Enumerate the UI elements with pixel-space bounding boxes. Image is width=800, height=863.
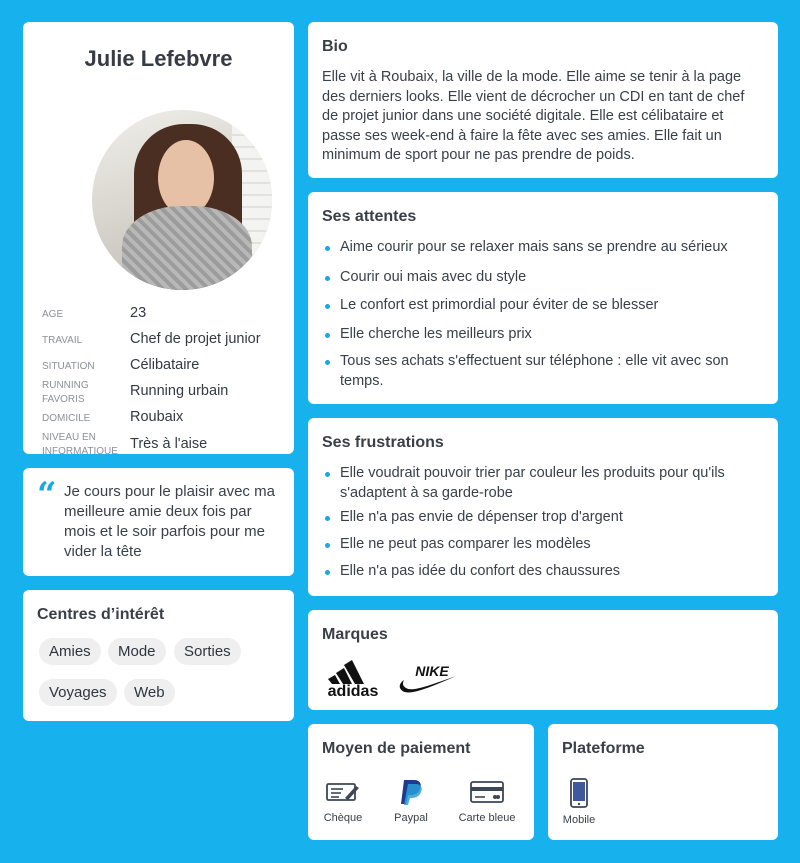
quote-text: Je cours pour le plaisir avec ma meilleure amie deux fois par mois et le soir parfois pour me vider la tête bbox=[64, 483, 275, 560]
interest-tag: Web bbox=[124, 679, 175, 706]
list-item: Elle n'a pas envie de dépenser trop d'argent bbox=[322, 508, 762, 528]
payment-label: Carte bleue bbox=[458, 812, 516, 824]
bio-card bbox=[308, 22, 778, 178]
interests-title: Centres d’intérêt bbox=[37, 606, 165, 623]
interests-card bbox=[23, 590, 294, 721]
info-value: 23 bbox=[130, 305, 147, 321]
interest-tag: Sorties bbox=[174, 638, 241, 665]
info-label: NIVEAU EN INFORMATIQUE bbox=[42, 432, 118, 457]
marques-title: Marques bbox=[322, 626, 388, 643]
nike-wordmark: NIKE bbox=[415, 663, 449, 679]
info-value: Running urbain bbox=[130, 383, 229, 399]
platform-item bbox=[548, 778, 610, 826]
marques-card bbox=[308, 610, 778, 710]
payment-card bbox=[308, 724, 534, 840]
bio-text: Elle vit à Roubaix, la ville de la mode. Elle aime se tenir à la page des derniers looks. Elle vient de décrocher un CDI en tant de chef de projet junior dans une société digitale. Elle est célibataire et passe ses week-end à faire la fête avec ses amies. Elle fait un minimum de sport pour ne pas prendre de poids. bbox=[322, 69, 745, 163]
attentes-card bbox=[308, 192, 778, 404]
quote-card bbox=[23, 468, 294, 576]
list-item: Elle cherche les meilleurs prix bbox=[322, 325, 762, 345]
payment-item bbox=[308, 778, 378, 824]
quote-icon: “ bbox=[37, 475, 57, 515]
payment-item bbox=[376, 778, 446, 824]
adidas-logo bbox=[322, 656, 384, 698]
payment-item bbox=[452, 778, 522, 824]
persona-name: Julie Lefebvre bbox=[84, 46, 233, 71]
info-value: Très à l'aise bbox=[130, 436, 208, 452]
info-value: Célibataire bbox=[130, 357, 200, 373]
info-label: RUNNING FAVORIS bbox=[42, 380, 89, 405]
mobile-icon bbox=[568, 778, 590, 808]
cheque-icon bbox=[325, 778, 361, 806]
info-label: DOMICILE bbox=[42, 413, 91, 424]
info-label: TRAVAIL bbox=[42, 335, 83, 346]
frustrations-title: Ses frustrations bbox=[322, 434, 444, 451]
credit-card-icon bbox=[469, 778, 505, 806]
payment-title: Moyen de paiement bbox=[322, 740, 471, 757]
list-item: Elle voudrait pouvoir trier par couleur les produits pour qu'ils s'adaptent à sa garde-robe bbox=[322, 464, 732, 503]
info-label: AGE bbox=[42, 309, 64, 320]
profile-card bbox=[23, 22, 294, 457]
paypal-icon bbox=[396, 778, 426, 806]
attentes-title: Ses attentes bbox=[322, 208, 417, 225]
platform-title: Plateforme bbox=[562, 740, 645, 757]
interest-tag: Amies bbox=[39, 638, 101, 665]
list-item: Elle ne peut pas comparer les modèles bbox=[322, 535, 762, 555]
bio-title: Bio bbox=[322, 38, 348, 55]
platform-card bbox=[548, 724, 778, 840]
adidas-wordmark: adidas bbox=[327, 683, 379, 698]
info-value: Chef de projet junior bbox=[130, 331, 261, 347]
payment-label: Paypal bbox=[394, 812, 428, 824]
interest-tag: Voyages bbox=[39, 679, 117, 706]
persona-photo bbox=[92, 110, 272, 290]
info-value: Roubaix bbox=[130, 409, 184, 425]
list-item: Aime courir pour se relaxer mais sans se prendre au sérieux bbox=[322, 238, 762, 258]
nike-logo bbox=[398, 660, 458, 698]
info-label: SITUATION bbox=[42, 361, 95, 372]
platform-label: Mobile bbox=[562, 814, 596, 826]
frustrations-card bbox=[308, 418, 778, 596]
list-item: Courir oui mais avec du style bbox=[322, 268, 762, 288]
interest-tag: Mode bbox=[108, 638, 166, 665]
list-item: Tous ses achats s'effectuent sur téléphone : elle vit avec son temps. bbox=[322, 352, 762, 391]
list-item: Elle n'a pas idée du confort des chaussures bbox=[322, 562, 762, 582]
payment-label: Chèque bbox=[323, 812, 363, 824]
list-item: Le confort est primordial pour éviter de se blesser bbox=[322, 296, 762, 316]
